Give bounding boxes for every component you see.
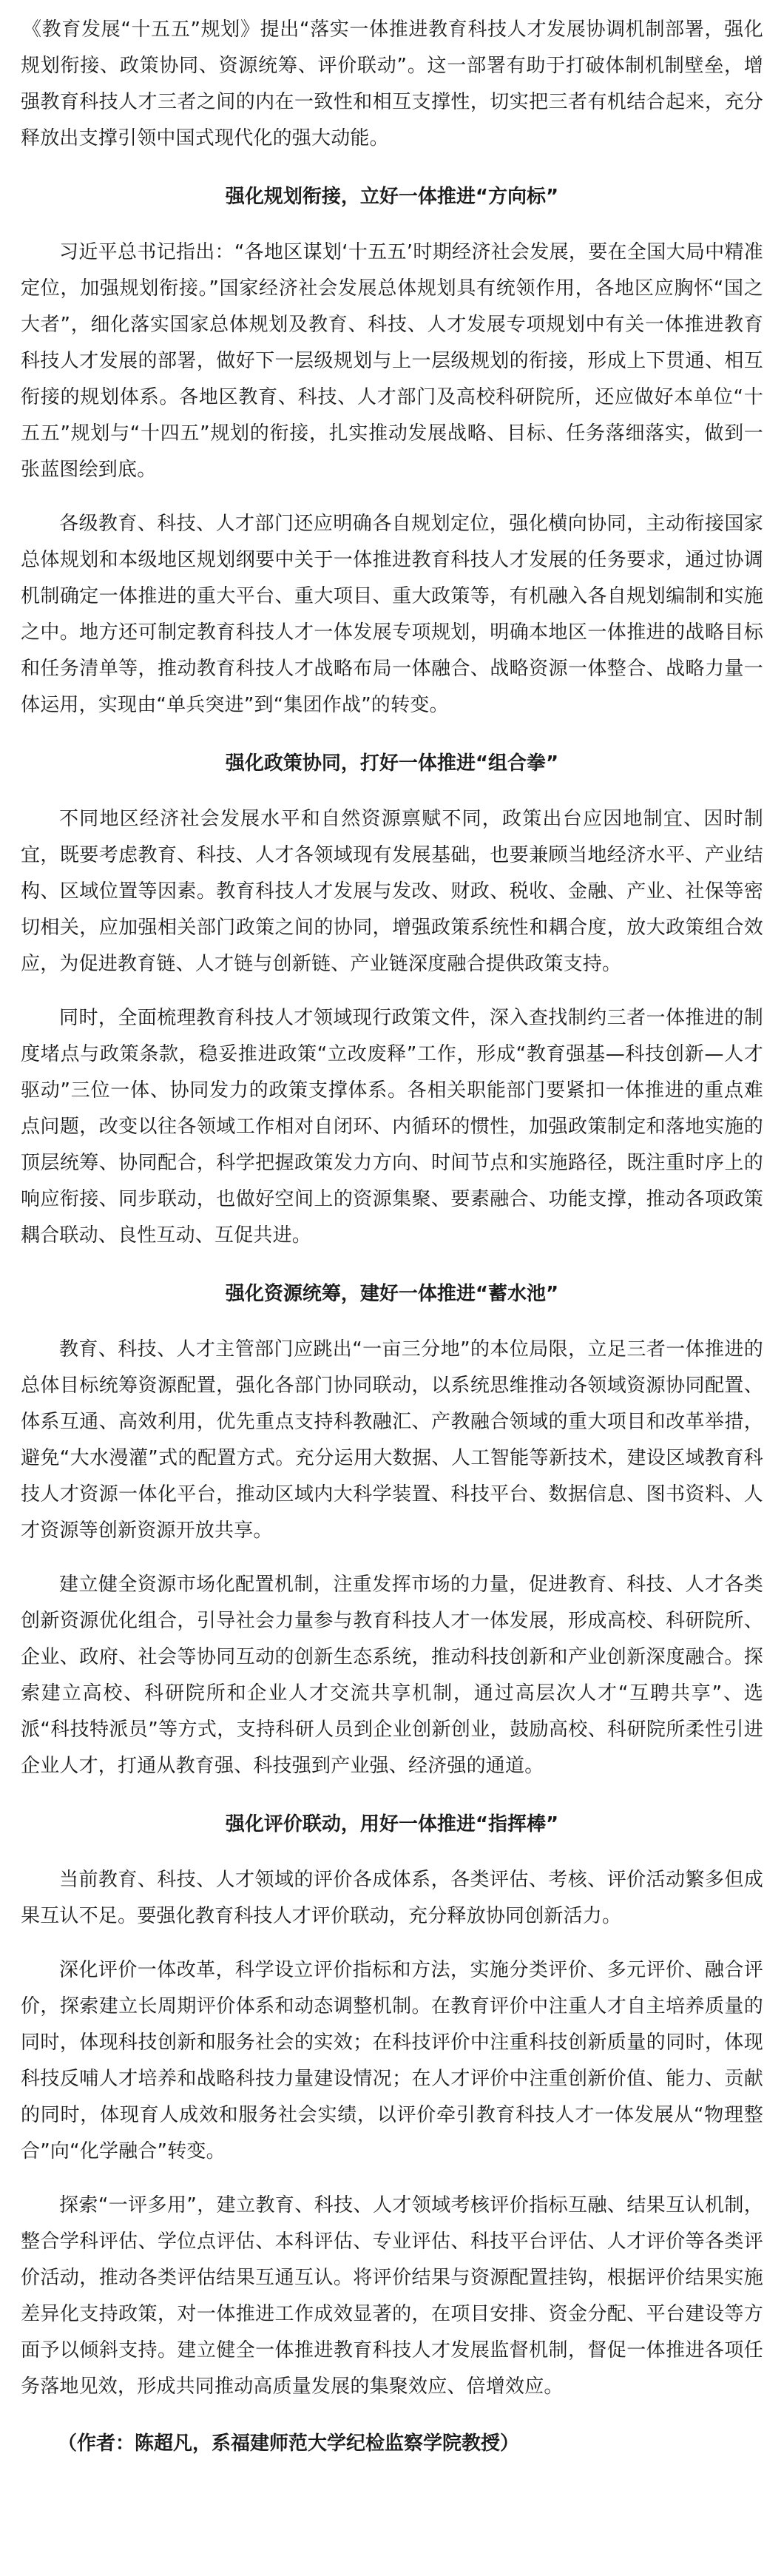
paragraph: 同时，全面梳理教育科技人才领域现行政策文件，深入查找制约三者一体推进的制度堵点与政策条款，稳妥推进政策“立改废释”工作，形成“教育强基—科技创新—人才驱动”三位一体、协同发力的政策支撑体系。各相关职能部门要紧扣一体推进的重点难点问题，改变以往各领域工作相对自闭环、内循环的惯性，加强政策制定和落地实施的顶层统筹、协同配合，科学把握政策发力方向、时间节点和实施路径，既注重时序上的响应衔接、同步联动，也做好空间上的资源集聚、要素融合、功能支撑，推动各项政策耦合联动、良性互动、互促共进。 bbox=[21, 1007, 763, 1247]
paragraph: 教育、科技、人才主管部门应跳出“一亩三分地”的本位局限，立足三者一体推进的总体目标统筹资源配置，强化各部门协同联动，以系统思维推动各领域资源协同配置、体系互通、高效利用，优先重点支持科教融汇、产教融合领域的重大项目和改革举措，避免“大水漫灌”式的配置方式。充分运用大数据、人工智能等新技术，建设区域教育科技人才资源一体化平台，推动区域内大科学装置、科技平台、数据信息、图书资料、人才资源等创新资源开放共享。 bbox=[21, 1338, 763, 1542]
section-heading: 强化资源统筹，建好一体推进“蓄水池” bbox=[225, 1283, 559, 1305]
author-byline: （作者：陈超凡，系福建师范大学纪检监察学院教授） bbox=[58, 2432, 520, 2455]
section-policy bbox=[21, 746, 763, 1254]
intro-paragraph: 《教育发展“十五五”规划》提出“落实一体推进教育科技人才发展协调机制部署，强化规划衔接、政策协同、资源统筹、评价联动”。这一部署有助于打破体制机制壁垒，增强教育科技人才三者之间的内在一致性和相互支撑性，切实把三者有机结合起来，充分释放出支撑引领中国式现代化的强大动能。 bbox=[21, 18, 763, 149]
section-heading: 强化评价联动，用好一体推进“指挥棒” bbox=[225, 1813, 559, 1835]
paragraph: 习近平总书记指出：“各地区谋划‘十五五’时期经济社会发展，要在全国大局中精准定位，加强规划衔接。”国家经济社会发展总体规划具有统领作用，各地区应胸怀“国之大者”，细化落实国家总体规划及教育、科技、人才发展专项规划中有关一体推进教育科技人才发展的部署，做好下一层级规划与上一层级规划的衔接，形成上下贯通、相互衔接的规划体系。各地区教育、科技、人才部门及高校科研院所，还应做好本单位“十五五”规划与“十四五”规划的衔接，扎实推动发展战略、目标、任务落细落实，做到一张蓝图绘到底。 bbox=[21, 241, 763, 481]
section-planning bbox=[21, 179, 763, 724]
section-resources bbox=[21, 1276, 763, 1784]
article-body bbox=[21, 12, 763, 2462]
paragraph: 当前教育、科技、人才领域的评价各成体系，各类评估、考核、评价活动繁多但成果互认不足。要强化教育科技人才评价联动，充分释放协同创新活力。 bbox=[21, 1869, 763, 1927]
paragraph: 各级教育、科技、人才部门还应明确各自规划定位，强化横向协同，主动衔接国家总体规划和本级地区规划纲要中关于一体推进教育科技人才发展的任务要求，通过协调机制确定一体推进的重大平台、重大项目、重大政策等，有机融入各自规划编制和实施之中。地方还可制定教育科技人才一体发展专项规划，明确本地区一体推进的战略目标和任务清单等，推动教育科技人才战略布局一体融合、战略资源一体整合、战略力量一体运用，实现由“单兵突进”到“集团作战”的转变。 bbox=[21, 513, 763, 716]
section-heading: 强化政策协同，打好一体推进“组合拳” bbox=[225, 752, 559, 775]
paragraph: 探索“一评多用”，建立教育、科技、人才领域考核评价指标互融、结果互认机制，整合学科评估、学位点评估、本科评估、专业评估、科技平台评估、人才评价等各类评价活动，推动各类评估结果互通互认。将评价结果与资源配置挂钩，根据评价结果实施差异化支持政策，对一体推进工作成效显著的，在项目安排、资金分配、平台建设等方面予以倾斜支持。建立健全一体推进教育科技人才发展监督机制，督促一体推进各项任务落地见效，形成共同推动高质量发展的集聚效应、倍增效应。 bbox=[21, 2194, 763, 2398]
section-heading: 强化规划衔接，立好一体推进“方向标” bbox=[225, 186, 559, 208]
paragraph: 深化评价一体改革，科学设立评价指标和方法，实施分类评价、多元评价、融合评价，探索建立长周期评价体系和动态调整机制。在教育评价中注重人才自主培养质量的同时，体现科技创新和服务社会的实效；在科技评价中注重科技创新质量的同时，体现科技反哺人才培养和战略科技力量建设情况；在人才评价中注重创新价值、能力、贡献的同时，体现育人成效和服务社会实绩，以评价牵引教育科技人才一体发展从“物理整合”向“化学融合”转变。 bbox=[21, 1959, 763, 2162]
section-evaluation bbox=[21, 1807, 763, 2405]
paragraph: 建立健全资源市场化配置机制，注重发挥市场的力量，促进教育、科技、人才各类创新资源优化组合，引导社会力量参与教育科技人才一体发展，形成高校、科研院所、企业、政府、社会等协同互动的创新生态系统，推动科技创新和产业创新深度融合。探索建立高校、科研院所和企业人才交流共享机制，通过高层次人才“互聘共享”、选派“科技特派员”等方式，支持科研人员到企业创新创业，鼓励高校、科研院所柔性引进企业人才，打通从教育强、科技强到产业强、经济强的通道。 bbox=[21, 1574, 763, 1777]
paragraph: 不同地区经济社会发展水平和自然资源禀赋不同，政策出台应因地制宜、因时制宜，既要考虑教育、科技、人才各领域现有发展基础，也要兼顾当地经济水平、产业结构、区域位置等因素。教育科技人才发展与发改、财政、税收、金融、产业、社保等密切相关，应加强相关部门政策之间的协同，增强政策系统性和耦合度，放大政策组合效应，为促进教育链、人才链与创新链、产业链深度融合提供政策支持。 bbox=[21, 808, 763, 975]
